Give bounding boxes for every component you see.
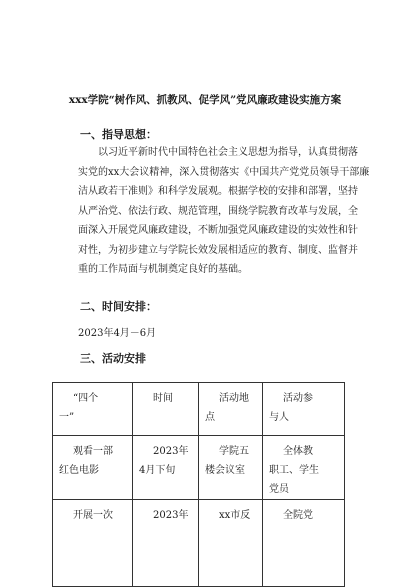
cell-text: 全院党 [283,510,313,521]
table-cell [133,383,199,436]
section-heading-schedule: 二、时间安排： [80,300,157,313]
activity-table [52,382,345,587]
cell-text: 活动参 [283,393,313,404]
paragraph-line: 实党的xx大会议精神，深入贯彻落实《中国共产党党员领导干部廉 [78,166,370,178]
paragraph-line: 从严治党、依法行政、规范管理，围绕学院教育改革与发展，全 [78,205,358,217]
cell-text: 活动地 [219,393,249,404]
paragraph-line: 洁从政若干准则》和科学发展观。根据学校的安排和部署，坚持 [78,186,358,197]
schedule-date-range: 2023年4月－6月 [78,328,157,339]
table-row [53,436,345,500]
paragraph-line: 以习近平新时代中国特色社会主义思想为指导，认真贯彻落 [98,147,358,158]
table-cell [53,500,133,587]
cell-text: 与人 [269,412,289,423]
cell-text: xx市反 [219,510,251,521]
cell-text: 楼会议室 [205,465,245,476]
cell-text: 红色电影 [59,465,99,476]
document-title: xxx学院“树作风、抓教风、促学风”党风廉政建设实施方案 [68,94,342,106]
cell-text: 时间 [153,393,173,404]
paragraph-line: 对性，为初步建立与学院长效发展相适应的教育、制度、监督并 [78,244,358,256]
cell-text: 党员 [269,484,289,495]
table-cell [199,436,263,500]
table-cell [133,500,199,587]
cell-text: “四个 [73,393,99,404]
cell-text: 职工、学生 [269,465,319,476]
guiding-ideology-paragraph [78,143,370,280]
table-cell [263,436,345,500]
table-cell [199,383,263,436]
table-header-row [53,383,345,436]
paragraph-line: 重的工作局面与机制奠定良好的基础。 [78,264,248,275]
cell-text: 点 [205,412,215,423]
table-cell [53,436,133,500]
table-row [53,500,345,587]
section-heading-activities: 三、活动安排 [80,352,146,365]
section-heading-guiding-ideology: 一、指导思想： [80,128,157,141]
table-cell [53,383,133,436]
table-cell [199,500,263,587]
cell-text: 一” [59,412,75,423]
cell-text: 开展一次 [73,510,113,521]
cell-text: 2023年 [153,510,189,521]
cell-text: 全体教 [283,446,313,457]
table-cell [133,436,199,500]
table-cell [263,500,345,587]
cell-text: 学院五 [219,446,249,457]
cell-text: 4月下旬 [139,465,176,476]
cell-text: 2023年 [153,446,189,457]
table-cell [263,383,345,436]
cell-text: 观看一部 [73,446,113,457]
paragraph-line: 面深入开展党风廉政建设，不断加强党风廉政建设的实效性和针 [78,225,358,236]
